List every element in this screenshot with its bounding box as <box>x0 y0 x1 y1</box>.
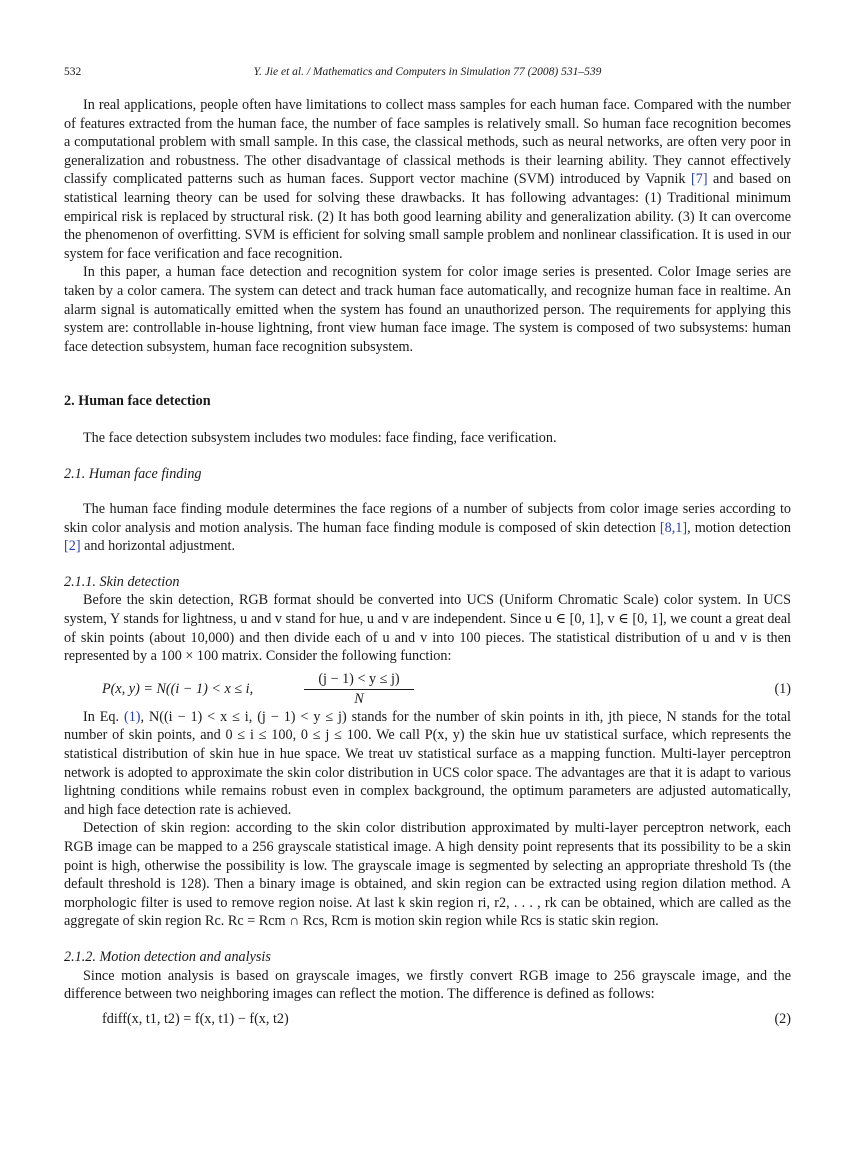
skin-detection-paragraph-2: In Eq. (1), N((i − 1) < x ≤ i, (j − 1) < y ≤ j) stands for the number of skin points in ith, jth piece, N stands for the total number of skin points, and 0 ≤ i ≤ 100, 0 ≤ j ≤ 100. We call P(x, y) the skin hue uv statistical surface, which represents the statistical distribution of skin hue in hue space. We treat uv statistical surface as a mapping function. Multi-layer perceptron network is adopted to approximate the skin color distribution in UCS color space. The advantages are that it is adapt to various lightning conditions while remains robust even in complex background, the optimum parameters are adjusted automatically, and high face detection rate is achieved. <box>64 708 791 818</box>
page-number: 532 <box>64 66 82 78</box>
equation-1-number: (1) <box>774 680 791 697</box>
equation-1-numerator: (j − 1) < y ≤ j) <box>304 670 414 691</box>
equation-1-lhs: P(x, y) = N((i − 1) < x ≤ i, <box>102 680 254 697</box>
skin-detection-paragraph-3: Detection of skin region: according to the skin color distribution approximated by multi-layer perceptron network, each RGB image can be mapped to a 256 grayscale statistical image. A high density point represents that its possibility to be a skin point is high, otherwise the possibility is low. The grayscale image is segmented by selecting an appropriate threshold Ts (the default threshold is 128). Then a binary image is obtained, and skin region can be extracted using region dilation method. A morphologic filter is used to remove region noise. At last k skin region ri, r2, . . . , rk can be obtained, which are called as the aggregate of skin region Rc. Rc = Rcm ∩ Rcs, Rcm is motion skin region while Rcs is static skin region. <box>64 820 791 930</box>
section-2-1-paragraph: The human face finding module determines the face regions of a number of subjects from color image series according to skin color analysis and motion analysis. The human face finding module is composed of skin detection [8,1], motion detection [2] and horizontal adjustment. <box>64 501 791 555</box>
equation-2 <box>64 1010 791 1032</box>
citation-link[interactable]: [2] <box>64 538 81 555</box>
citation-link[interactable]: [7] <box>691 171 708 188</box>
citation-link[interactable]: [8,1] <box>659 519 688 536</box>
section-2-1-2-heading: 2.1.2. Motion detection and analysis <box>64 948 271 965</box>
intro-paragraph-1: In real applications, people often have limitations to collect mass samples for each human face. Compared with the number of features extracted from the human face, the number of face samples is relatively small. So human face recognition becomes a computational problem with small sample. In this case, the classical methods, such as neural networks, are often very poor in generalization and robustness. The other disadvantage of classical methods is their learning ability. They cannot effectively classify complicated patterns such as human faces. Support vector machine (SVM) introduced by Vapnik [7] and based on statistical learning theory can be used for solving these drawbacks. It has following advantages: (1) Traditional minimum empirical risk is replaced by structural risk. (2) It has both good learning ability and generalization ability. (3) It can overcome the phenomenon of overfitting. SVM is efficient for solving small sample problem and nonlinear classification. It is used in our system for face verification and face recognition. <box>64 97 791 262</box>
running-header <box>64 66 791 82</box>
motion-detection-paragraph: Since motion analysis is based on grayscale images, we firstly convert RGB image to 256 grayscale image, and the difference between two neighboring images can reflect the motion. The difference is defined as follows: <box>64 967 791 1003</box>
equation-2-number: (2) <box>774 1010 791 1027</box>
equation-1-denominator: N <box>354 691 364 708</box>
running-title: Y. Jie et al. / Mathematics and Computers in Simulation 77 (2008) 531–539 <box>253 66 602 78</box>
skin-detection-paragraph-1: Before the skin detection, RGB format should be converted into UCS (Uniform Chromatic Scale) color system. In UCS system, Y stands for lightness, u and v stand for hue, u and v are independent. Since u ∈ [0, 1], v ∈ [0, 1], we count a great deal of skin points (about 10,000) and then divide each of u and v into 100 pieces. The statistical distribution of u and v is then represented by a 100 × 100 matrix. Consider the following function: <box>64 592 791 665</box>
intro-paragraph-2: In this paper, a human face detection and recognition system for color image series is presented. Color Image series are taken by a color camera. The system can detect and track human face automatically, and recognize human face in realtime. An alarm signal is automatically emitted when the system has found an unauthorized person. The requirements for applying this system are: controllable in-house lightning, front view human face image. The system is composed of two subsystems: human face detection subsystem, human face recognition subsystem. <box>64 264 791 355</box>
equation-1-fraction <box>304 670 414 709</box>
section-2-1-heading: 2.1. Human face finding <box>64 465 202 482</box>
section-2-heading: 2. Human face detection <box>64 393 211 410</box>
equation-2-body: fdiff(x, t1, t2) = f(x, t1) − f(x, t2) <box>102 1010 289 1027</box>
section-2-paragraph: The face detection subsystem includes two modules: face finding, face verification. <box>83 429 557 446</box>
article-body <box>64 96 791 1032</box>
section-2-1-1-heading: 2.1.1. Skin detection <box>64 573 180 590</box>
equation-1 <box>64 670 791 706</box>
equation-reference-link[interactable]: (1) <box>123 708 141 725</box>
